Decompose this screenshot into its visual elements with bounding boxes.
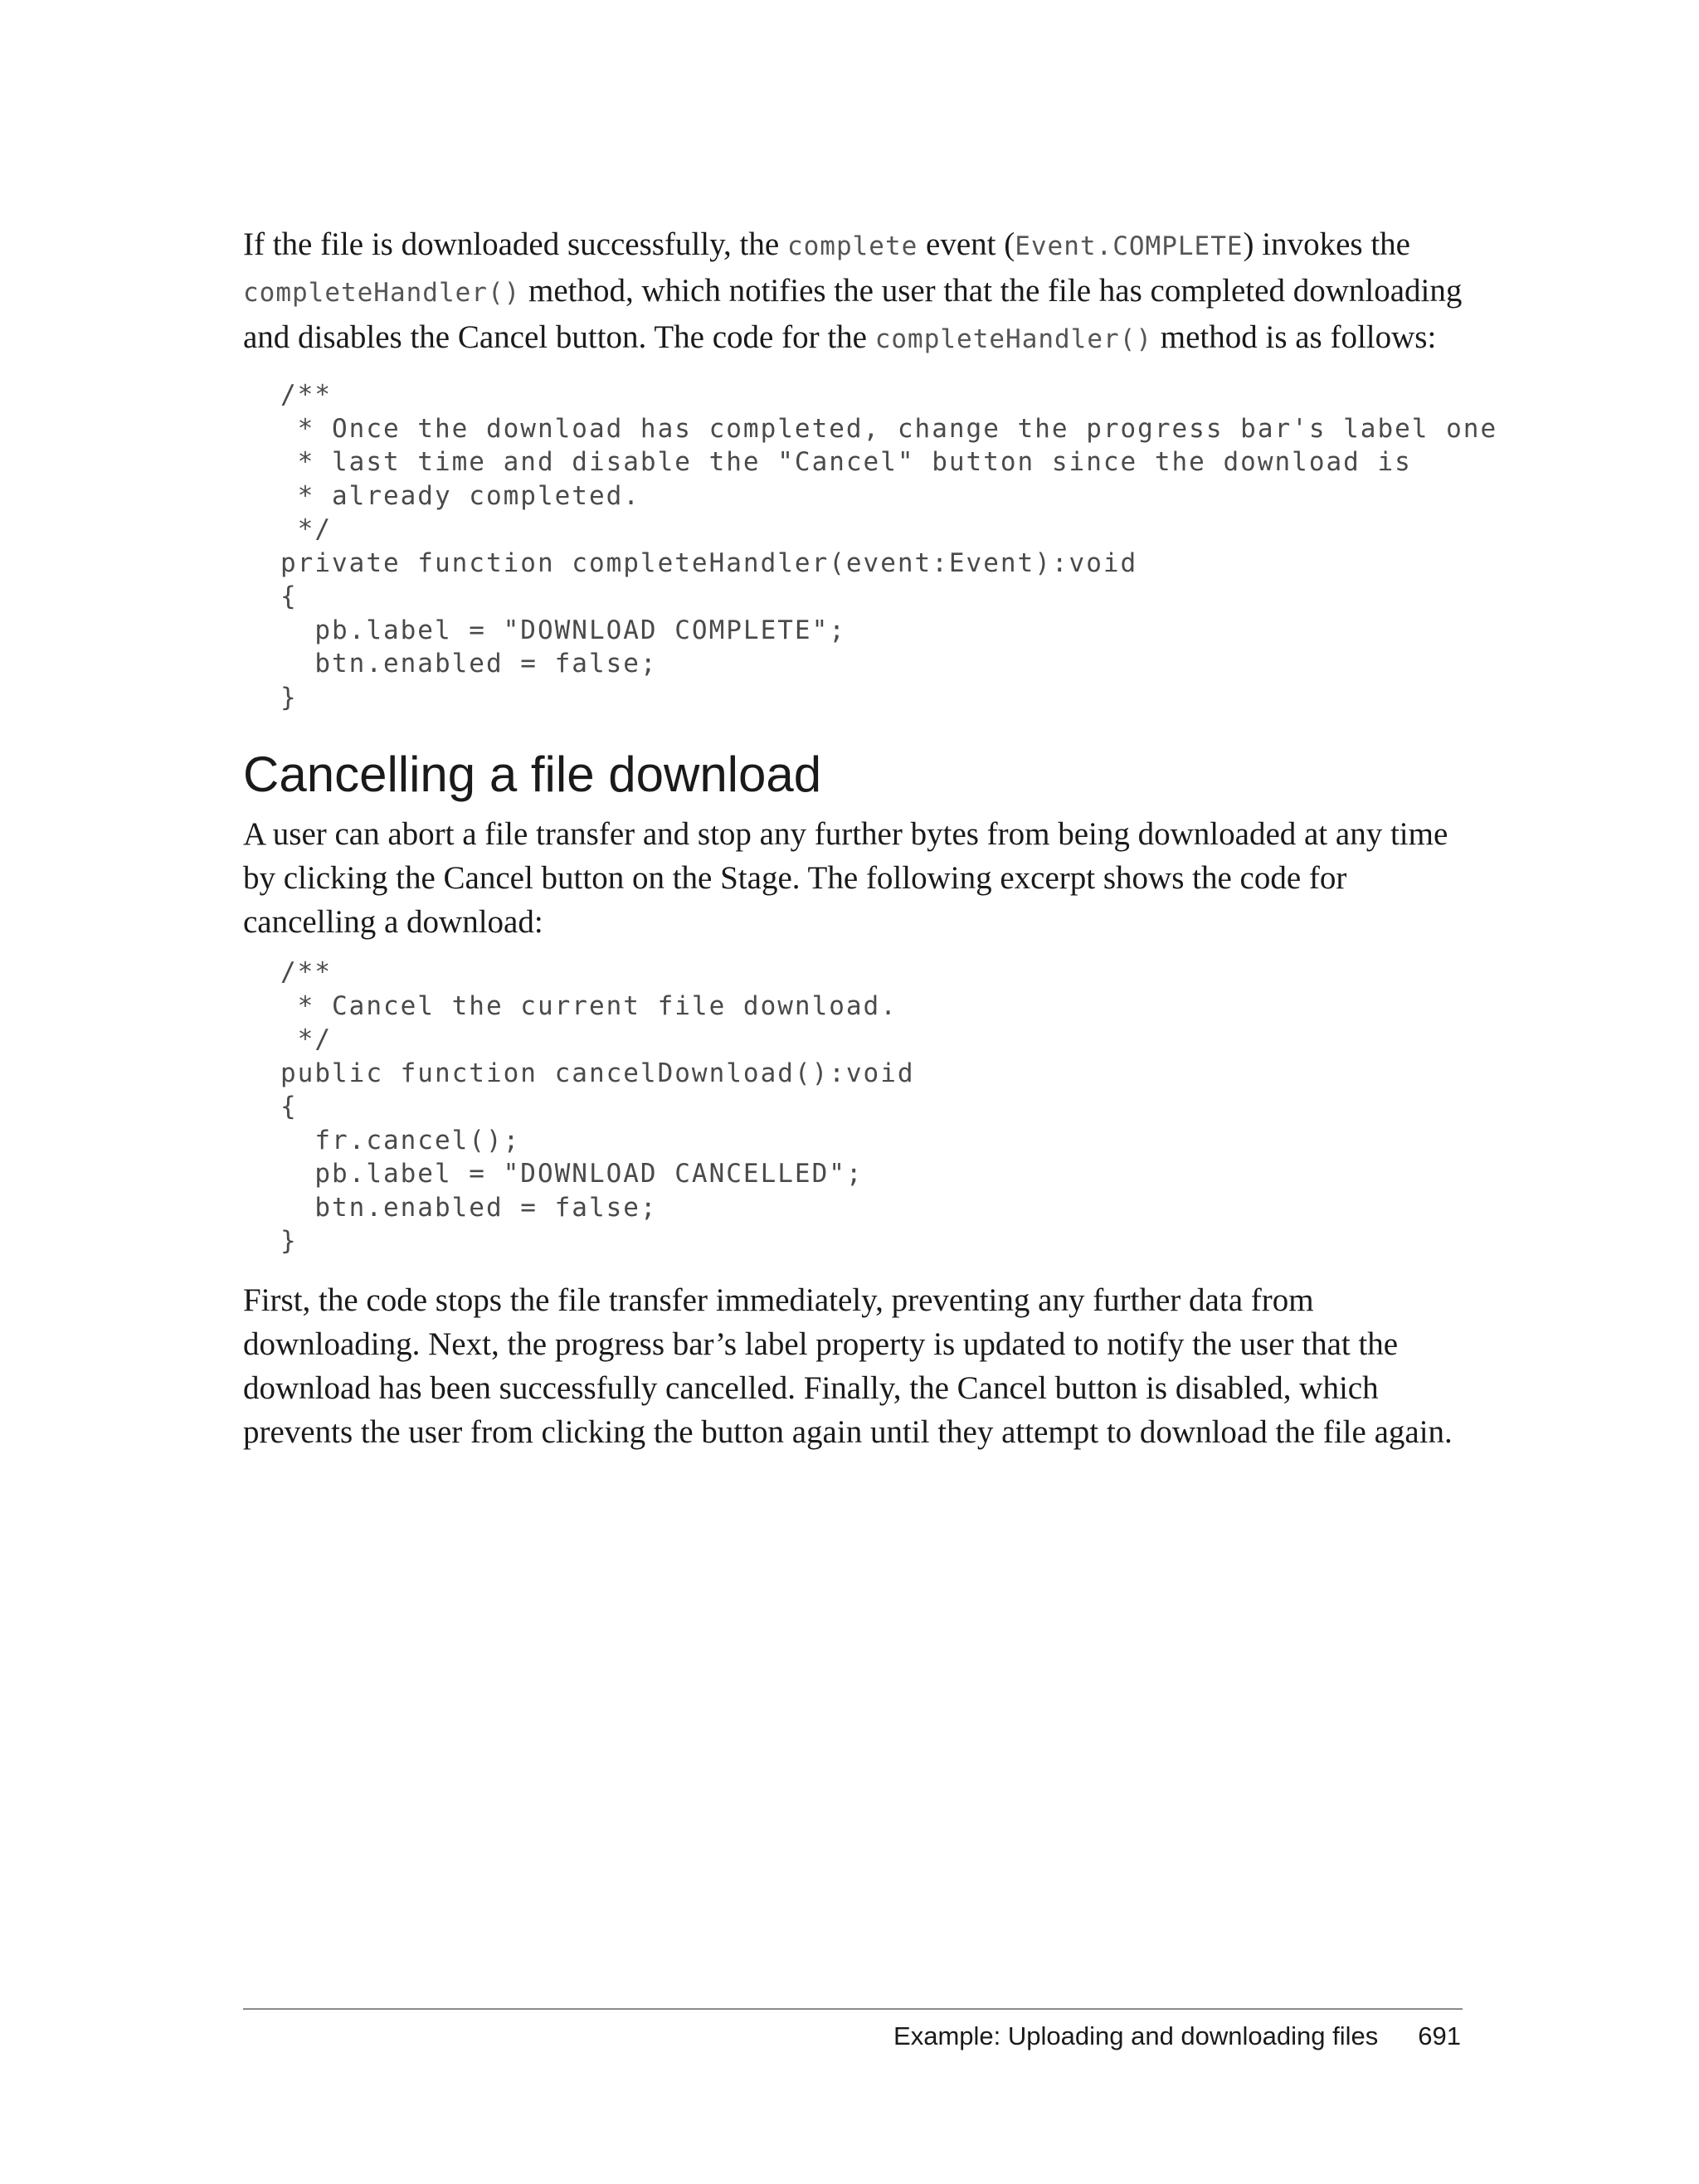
page-footer [893, 2020, 1461, 2053]
inline-code-complete-handler-2: completeHandler() [874, 324, 1152, 354]
footer-title: Example: Uploading and downloading files [893, 2021, 1379, 2050]
footer-rule [243, 2008, 1463, 2010]
inline-code-event-complete: Event.COMPLETE [1015, 231, 1244, 261]
page-content [243, 222, 1498, 1454]
closing-paragraph: First, the code stops the file transfer immediately, preventing any further data from downloading. Next, the progress bar’s label property is updated to notify the user that the download has been successfully cancelled. Finally, the Cancel button is disabled, which prevents the user from clicking the button again until they attempt to download the file again. [243, 1282, 1453, 1450]
intro-text-2: event ( [918, 226, 1015, 262]
intro-text-1: If the file is downloaded successfully, the [243, 226, 787, 262]
inline-code-complete-handler: completeHandler() [243, 278, 521, 308]
code-block-cancel-download: /** * Cancel the current file download. */ public function cancelDownload():void { fr.cancel(); pb.label = "DOWNLOAD CANCELLED"; btn.enabled = false; } [280, 957, 915, 1256]
section-paragraph: A user can abort a file transfer and stop any further bytes from being downloaded at any time by clicking the Cancel button on the Stage. The following excerpt shows the code for cancelling a download: [243, 816, 1448, 940]
intro-text-3: ) invokes the [1243, 226, 1410, 262]
intro-text-4: method, which notifies the user that the file has completed downloading and disables the Cancel button. The code for the [243, 273, 1463, 355]
page-number: 691 [1418, 2021, 1461, 2050]
code-block-complete-handler: /** * Once the download has completed, change the progress bar's label one * last time and disable the "Cancel" button since the download is * already completed. */ private function completeHandler(event:Event):void { pb.label = "DOWNLOAD COMPLETE"; btn.enabled = false; } [280, 380, 1498, 713]
intro-text-5: method is as follows: [1152, 319, 1437, 355]
inline-code-complete: complete [786, 231, 918, 261]
section-heading: Cancelling a file download [243, 747, 822, 802]
intro-paragraph [243, 222, 1463, 362]
